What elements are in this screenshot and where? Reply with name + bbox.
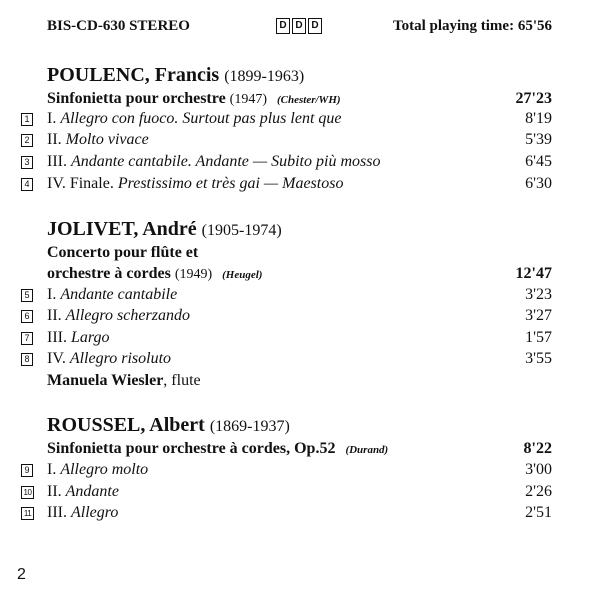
track-title: II. Molto vivace	[47, 131, 149, 148]
track-duration: 6'30	[525, 175, 552, 192]
track-row	[21, 350, 552, 370]
track-duration: 6'45	[525, 153, 552, 170]
track-row	[21, 175, 552, 195]
track-title: I. Allegro molto	[47, 461, 149, 478]
performer-role: , flute	[163, 372, 201, 389]
track-row	[21, 307, 552, 327]
track-number-box: 7	[21, 332, 33, 345]
track-title: I. Allegro con fuoco. Surtout pas plus lent que	[47, 110, 342, 127]
track-title: III. Andante cantabile. Andante — Subito più mosso	[47, 153, 381, 170]
track-duration: 3'27	[525, 307, 552, 324]
track-duration: 1'57	[525, 329, 552, 346]
track-duration: 2'26	[525, 483, 552, 500]
track-title: II. Allegro scherzando	[47, 307, 190, 324]
work-title: Sinfonietta pour orchestre à cordes, Op.52	[47, 440, 336, 457]
work-roussel	[47, 440, 552, 458]
track-number-box: 10	[21, 486, 34, 499]
work-jolivet-line2	[47, 265, 552, 283]
composer-roussel	[47, 414, 290, 437]
header	[47, 16, 552, 38]
work-poulenc	[47, 90, 552, 108]
track-row	[21, 504, 552, 524]
track-title: I. Andante cantabile	[47, 286, 178, 303]
page-number: 2	[17, 566, 26, 583]
track-number-box: 3	[21, 156, 33, 169]
ddd-letter: D	[292, 18, 306, 34]
work-time: 12'47	[515, 265, 552, 282]
work-time: 27'23	[515, 90, 552, 107]
work-year: (1949)	[174, 267, 213, 282]
track-number-box: 6	[21, 310, 33, 323]
track-duration: 3'55	[525, 350, 552, 367]
composer-dates: (1899-1963)	[224, 68, 305, 85]
track-duration: 2'51	[525, 504, 552, 521]
performer-name: Manuela Wiesler	[47, 372, 164, 389]
track-row	[21, 153, 552, 173]
track-title: III. Largo	[47, 329, 110, 346]
track-number-box: 9	[21, 464, 33, 477]
work-publisher: (Heugel)	[222, 269, 263, 281]
total-playing-time: Total playing time: 65'56	[392, 18, 552, 34]
composer-name: JOLIVET, André	[47, 218, 197, 240]
work-title: Sinfonietta pour orchestre	[47, 90, 226, 107]
track-number-box: 2	[21, 134, 33, 147]
track-row	[21, 286, 552, 306]
track-duration: 5'39	[525, 131, 552, 148]
work-time: 8'22	[523, 440, 552, 457]
track-duration: 3'23	[525, 286, 552, 303]
track-number-box: 5	[21, 289, 33, 302]
work-year: (1947)	[229, 92, 267, 107]
composer-name: POULENC, Francis	[47, 64, 220, 86]
ddd-letter: D	[276, 18, 290, 34]
track-title: IV. Finale. Prestissimo et très gai — Maestoso	[47, 175, 344, 192]
track-title: II. Andante	[47, 483, 119, 500]
composer-jolivet	[47, 218, 282, 241]
track-row	[21, 110, 552, 130]
track-duration: 3'00	[525, 461, 552, 478]
track-number-box: 8	[21, 353, 33, 366]
track-row	[21, 483, 552, 503]
track-row	[21, 461, 552, 481]
work-publisher: (Durand)	[345, 444, 389, 456]
track-row	[21, 131, 552, 151]
composer-dates: (1905-1974)	[201, 222, 282, 239]
track-number-box: 11	[21, 507, 34, 520]
track-duration: 8'19	[525, 110, 552, 127]
work-jolivet-line1	[47, 244, 552, 262]
work-publisher: (Chester/WH)	[277, 94, 341, 106]
performer	[47, 372, 201, 390]
track-number-box: 1	[21, 113, 33, 126]
catalog-number: BIS-CD-630 STEREO	[47, 18, 190, 34]
composer-poulenc	[47, 64, 304, 87]
ddd-badge	[276, 18, 322, 34]
track-title: III. Allegro	[47, 504, 119, 521]
composer-dates: (1869-1937)	[209, 418, 290, 435]
track-row	[21, 329, 552, 349]
track-number-box: 4	[21, 178, 33, 191]
work-title: Concerto pour flûte et	[47, 244, 199, 261]
ddd-letter: D	[308, 18, 322, 34]
composer-name: ROUSSEL, Albert	[47, 414, 205, 436]
work-title: orchestre à cordes	[47, 265, 171, 282]
track-title: IV. Allegro risoluto	[47, 350, 172, 367]
